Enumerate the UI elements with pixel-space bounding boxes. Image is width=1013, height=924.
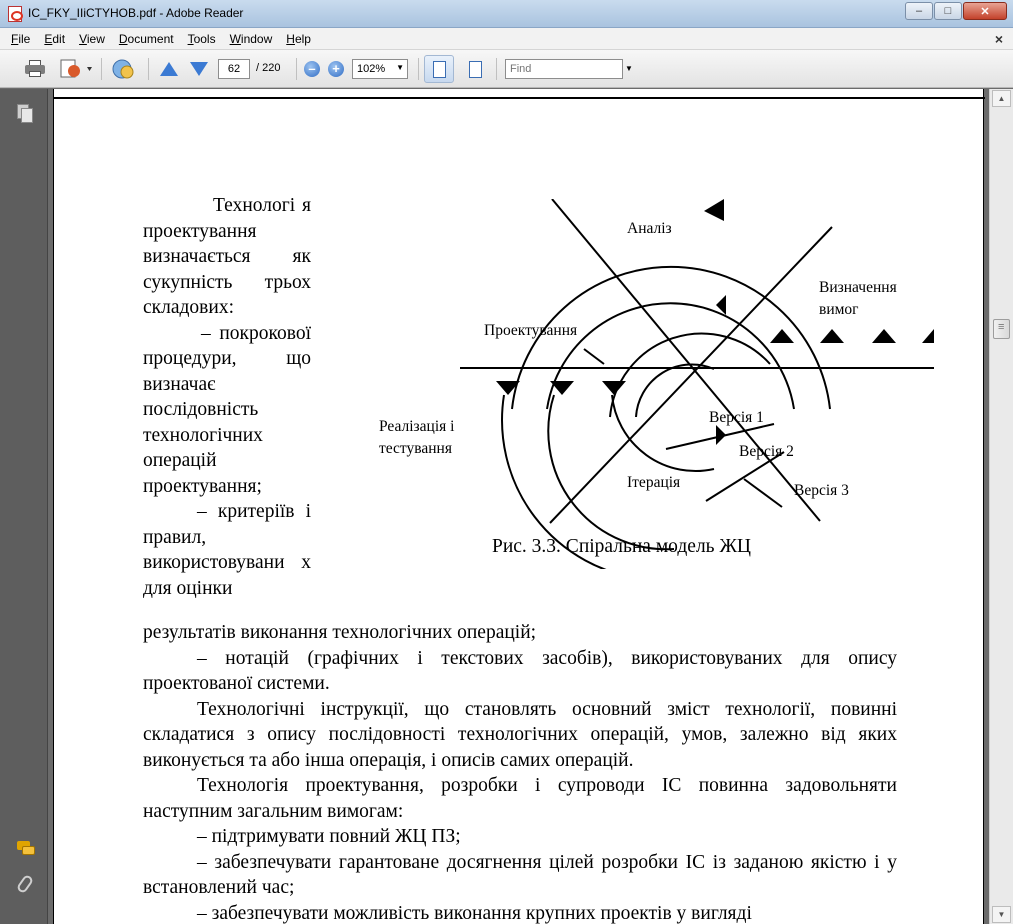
body-text <box>143 620 897 924</box>
menu-window[interactable]: Window <box>229 31 273 46</box>
collaborate-icon <box>109 57 139 81</box>
label-version-3: Версія 3 <box>794 482 849 499</box>
label-implementation-line2: тестування <box>379 440 452 457</box>
scroll-down-button[interactable]: ▼ <box>992 906 1011 923</box>
document-view[interactable] <box>49 89 989 924</box>
zoom-out-icon: – <box>304 61 320 77</box>
page-top-rule <box>54 97 985 99</box>
paragraph: – забезпечувати можливість виконання крупних проектів у вигляді <box>197 902 752 924</box>
zoom-out-button[interactable] <box>302 57 322 81</box>
menu-document[interactable]: Document <box>118 31 174 46</box>
figure-caption: Рис. 3.3. Спіральна модель ЖЦ <box>492 536 751 557</box>
label-iteration: Ітерація <box>627 474 681 491</box>
close-document-button[interactable]: × <box>994 31 1003 47</box>
paragraph: – забезпечувати гарантоване досягнення цілей розробки ІС із заданою якістю і у встановлений час; <box>143 851 897 898</box>
paragraph: – підтримувати повний ЖЦ ПЗ; <box>197 826 461 847</box>
window-title: IC_FKY_IIiCTYHOB.pdf - Adobe Reader <box>28 6 244 20</box>
label-version-1: Версія 1 <box>709 409 764 426</box>
paragraph: результатів виконання технологічних операцій; <box>143 622 537 643</box>
label-requirements-line1: Визначення <box>819 279 897 296</box>
attachment-icon[interactable] <box>20 875 38 895</box>
scrollbar-thumb[interactable] <box>993 319 1010 339</box>
window-controls <box>904 2 1007 20</box>
label-requirements-line2: вимог <box>819 301 859 318</box>
page-number-input[interactable]: 62 <box>218 59 250 79</box>
collaborate-button[interactable] <box>108 57 140 81</box>
arrow-down-icon <box>190 62 208 76</box>
create-pdf-button[interactable] <box>58 57 94 81</box>
paragraph: – критеріїв і правил, використовувани х для оцінки <box>143 501 311 599</box>
maximize-button[interactable]: □ <box>934 2 962 20</box>
menu-view[interactable]: View <box>79 31 105 46</box>
paragraph: – нотацій (графічних і текстових засобів), використовуваних для опису проектованої системи. <box>143 647 897 694</box>
menu-help[interactable]: Help <box>286 31 311 46</box>
fit-width-icon <box>433 61 446 78</box>
scroll-up-button[interactable]: ▲ <box>992 90 1011 107</box>
paragraph: Технологія проектування, розробки і супроводи ІС повинна задовольняти наступним загальним вимогам: <box>143 775 897 822</box>
menu-file[interactable]: File <box>11 31 31 46</box>
fit-width-button[interactable] <box>424 55 454 83</box>
find-options-chevron-icon[interactable]: ▼ <box>625 64 633 73</box>
pdf-file-icon <box>8 6 22 22</box>
fit-page-button[interactable] <box>460 55 490 83</box>
arrow-up-icon <box>160 62 178 76</box>
fit-page-icon <box>469 61 482 78</box>
minimize-button[interactable]: – <box>905 2 933 20</box>
create-pdf-icon <box>59 58 93 80</box>
pages-icon[interactable] <box>17 104 35 124</box>
paragraph: Технологічні інструкції, що становлять основний зміст технології, повинні складатися з опису послідовності технологічних операцій, умов, залежно від яких виконується та або інша операція, і описів самих операцій. <box>143 698 897 771</box>
print-button[interactable] <box>22 57 48 81</box>
label-analysis: Аналіз <box>627 220 672 237</box>
paragraph: – покрокової процедури, що визначає послідовність технологічних операцій проектування; <box>143 322 311 497</box>
menu-bar <box>0 28 1013 50</box>
previous-page-button[interactable] <box>156 57 182 81</box>
label-version-2: Версія 2 <box>739 443 794 460</box>
chevron-down-icon: ▼ <box>396 63 404 72</box>
menu-edit[interactable]: Edit <box>44 31 66 46</box>
page-total: / 220 <box>256 62 281 74</box>
label-design: Проектування <box>484 322 578 339</box>
spiral-model-diagram <box>374 199 934 569</box>
zoom-in-button[interactable] <box>326 57 346 81</box>
close-button[interactable]: ✕ <box>963 2 1007 20</box>
navigation-pane <box>0 89 48 924</box>
zoom-value: 102% <box>357 63 386 75</box>
toolbar <box>0 50 1013 88</box>
left-column-text <box>143 193 311 601</box>
printer-icon <box>25 60 45 78</box>
pdf-page <box>53 89 984 924</box>
vertical-scrollbar[interactable] <box>989 89 1013 924</box>
find-input[interactable] <box>505 59 623 79</box>
menu-tools[interactable]: Tools <box>187 31 216 46</box>
zoom-in-icon: + <box>328 61 344 77</box>
label-implementation-line1: Реалізація і <box>379 418 455 435</box>
title-bar <box>0 0 1013 28</box>
next-page-button[interactable] <box>186 57 212 81</box>
zoom-select[interactable] <box>352 59 408 79</box>
comments-icon[interactable] <box>17 839 35 859</box>
paragraph: Технологі я проектування визначається як сукупність трьох складових: <box>143 195 311 318</box>
